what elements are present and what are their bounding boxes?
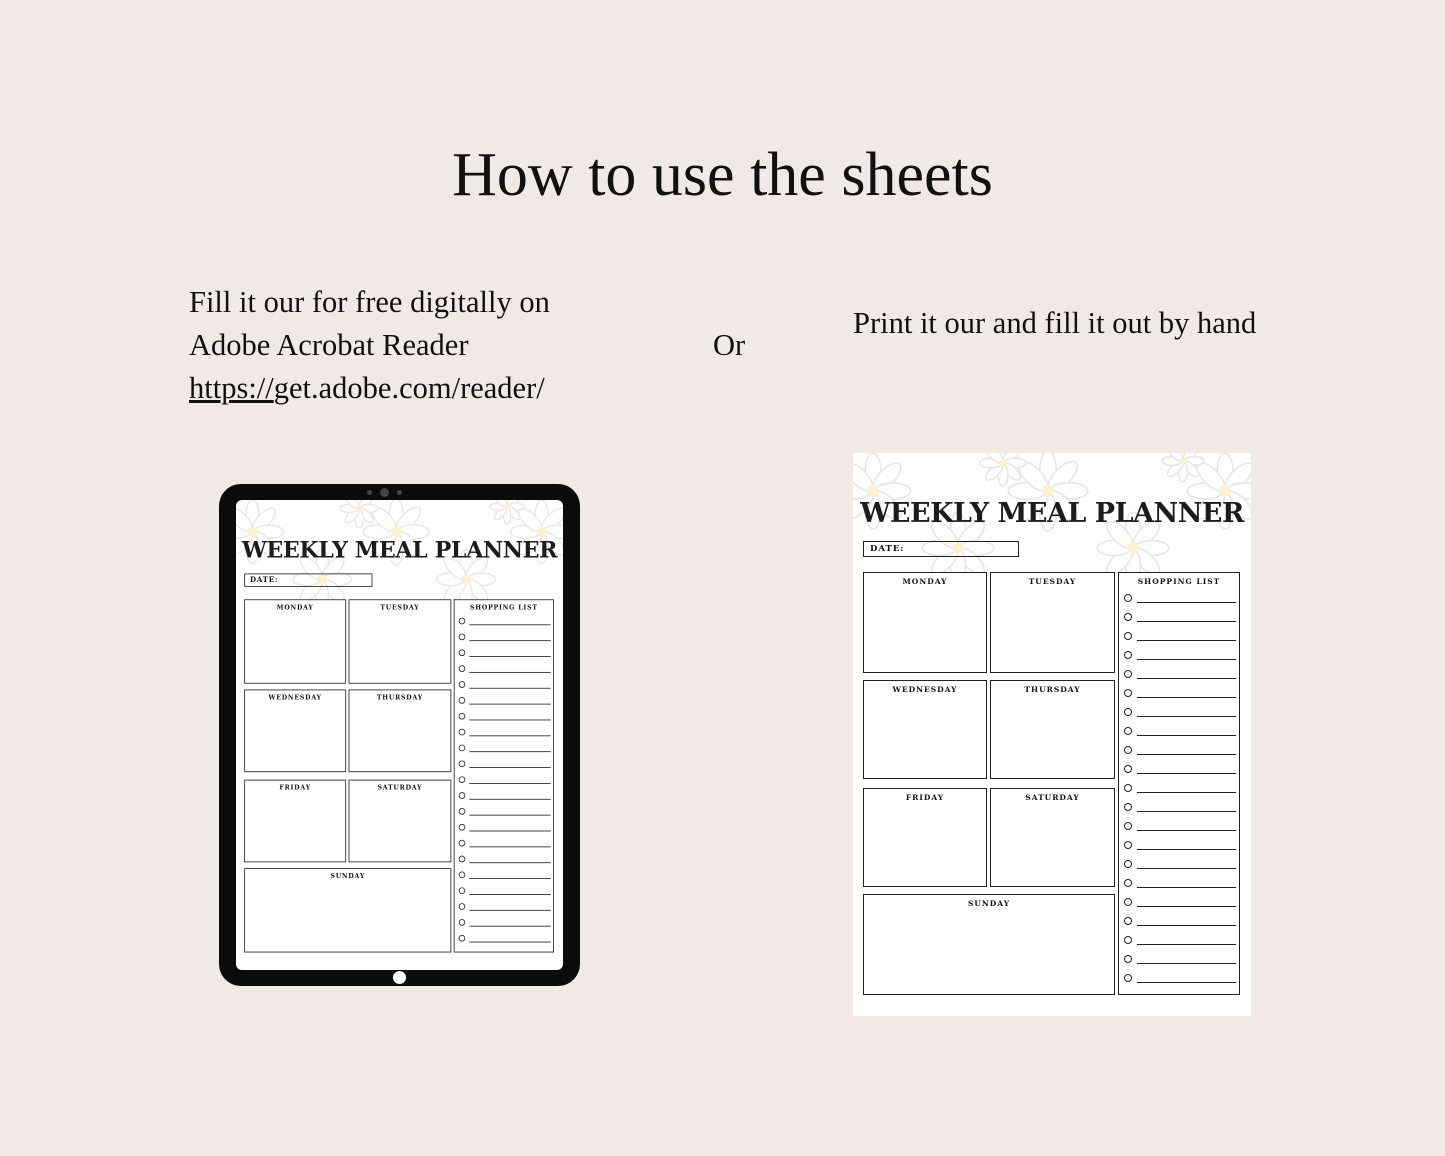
day-box-thursday[interactable] — [990, 680, 1115, 779]
checkbox-circle-icon[interactable] — [1124, 670, 1132, 678]
day-box-friday[interactable] — [244, 780, 346, 863]
day-label-wednesday: WEDNESDAY — [892, 685, 958, 694]
write-line[interactable] — [469, 767, 550, 768]
write-line[interactable] — [1137, 887, 1236, 888]
checkbox-circle-icon[interactable] — [1124, 822, 1132, 830]
write-line[interactable] — [469, 735, 550, 736]
or-separator: Or — [713, 328, 746, 362]
digital-line-1: Fill it our for free digitally on — [189, 285, 550, 319]
shopping-list — [454, 599, 554, 952]
date-field[interactable] — [244, 573, 372, 586]
checkbox-circle-icon[interactable] — [459, 903, 466, 910]
checkbox-circle-icon[interactable] — [459, 871, 466, 878]
day-box-sunday[interactable] — [244, 868, 451, 952]
write-line[interactable] — [1137, 868, 1236, 869]
shopping-list-item[interactable] — [1124, 762, 1236, 776]
shopping-list-item[interactable] — [459, 647, 551, 659]
checkbox-circle-icon[interactable] — [459, 824, 466, 831]
write-line[interactable] — [469, 704, 550, 705]
write-line[interactable] — [469, 656, 550, 657]
shopping-list-item[interactable] — [1124, 629, 1236, 643]
day-box-tuesday[interactable] — [349, 599, 452, 683]
page-title: How to use the sheets — [452, 141, 993, 209]
checkbox-circle-icon[interactable] — [459, 856, 466, 863]
day-box-thursday[interactable] — [349, 689, 452, 772]
shopping-list-item[interactable] — [1124, 591, 1236, 605]
shopping-list-item[interactable] — [1124, 705, 1236, 719]
write-line[interactable] — [1137, 925, 1236, 926]
write-line[interactable] — [469, 846, 550, 847]
write-line[interactable] — [1137, 754, 1236, 755]
write-line[interactable] — [469, 942, 550, 943]
write-line[interactable] — [469, 799, 550, 800]
shopping-list-item[interactable] — [1124, 610, 1236, 624]
write-line[interactable] — [469, 751, 550, 752]
write-line[interactable] — [1137, 982, 1236, 983]
shopping-list-item[interactable] — [1124, 971, 1236, 985]
day-label-tuesday: TUESDAY — [1028, 577, 1077, 586]
shopping-list-item[interactable] — [1124, 838, 1236, 852]
checkbox-circle-icon[interactable] — [1124, 689, 1132, 697]
shopping-list-item[interactable] — [1124, 648, 1236, 662]
write-line[interactable] — [469, 910, 550, 911]
checkbox-circle-icon[interactable] — [1124, 879, 1132, 887]
shopping-list-item[interactable] — [459, 806, 551, 818]
day-box-tuesday[interactable] — [990, 572, 1115, 673]
day-label-monday: MONDAY — [902, 577, 948, 586]
checkbox-circle-icon[interactable] — [459, 792, 466, 799]
sensor-icon — [367, 490, 372, 495]
shopping-list-item[interactable] — [1124, 857, 1236, 871]
shopping-list-item[interactable] — [1124, 724, 1236, 738]
write-line[interactable] — [469, 894, 550, 895]
checkbox-circle-icon[interactable] — [1124, 803, 1132, 811]
write-line[interactable] — [1137, 963, 1236, 964]
shopping-list-item[interactable] — [459, 790, 551, 802]
checkbox-circle-icon[interactable] — [459, 840, 466, 847]
write-line[interactable] — [1137, 621, 1236, 622]
shopping-list-item[interactable] — [459, 901, 551, 913]
shopping-list-item[interactable] — [459, 917, 551, 929]
write-line[interactable] — [1137, 697, 1236, 698]
checkbox-circle-icon[interactable] — [459, 919, 466, 926]
day-label-monday: MONDAY — [276, 603, 314, 612]
link-protocol[interactable]: https:// — [189, 371, 274, 405]
day-label-friday: FRIDAY — [905, 793, 945, 802]
checkbox-circle-icon[interactable] — [1124, 898, 1132, 906]
shopping-list-item[interactable] — [1124, 876, 1236, 890]
adobe-reader-link[interactable] — [189, 367, 649, 410]
write-line[interactable] — [1137, 849, 1236, 850]
shopping-list-item[interactable] — [459, 885, 551, 897]
digital-line-2: Adobe Acrobat Reader — [189, 328, 469, 362]
write-line[interactable] — [469, 862, 550, 863]
shopping-list-label: SHOPPING LIST — [1137, 577, 1221, 586]
sensor-icon — [397, 490, 402, 495]
day-label-sunday: SUNDAY — [967, 899, 1011, 908]
shopping-list-item[interactable] — [1124, 743, 1236, 757]
write-line[interactable] — [469, 815, 550, 816]
home-button[interactable] — [393, 971, 406, 984]
shopping-list — [1118, 572, 1240, 995]
day-label-friday: FRIDAY — [279, 783, 311, 792]
day-box-monday[interactable] — [244, 599, 346, 683]
write-line[interactable] — [469, 688, 550, 689]
checkbox-circle-icon[interactable] — [459, 697, 466, 704]
write-line[interactable] — [1137, 792, 1236, 793]
checkbox-circle-icon[interactable] — [1124, 727, 1132, 735]
shopping-list-item[interactable] — [1124, 952, 1236, 966]
date-label: DATE: — [249, 575, 279, 585]
day-box-friday[interactable] — [863, 788, 987, 887]
checkbox-circle-icon[interactable] — [459, 713, 466, 720]
checkbox-circle-icon[interactable] — [459, 808, 466, 815]
shopping-list-item[interactable] — [459, 758, 551, 770]
write-line[interactable] — [469, 926, 550, 927]
day-label-saturday: SATURDAY — [1025, 793, 1080, 802]
checkbox-circle-icon[interactable] — [459, 729, 466, 736]
checkbox-circle-icon[interactable] — [1124, 860, 1132, 868]
checkbox-circle-icon[interactable] — [1124, 651, 1132, 659]
shopping-list-item[interactable] — [459, 869, 551, 881]
shopping-list-item[interactable] — [459, 695, 551, 707]
write-line[interactable] — [1137, 811, 1236, 812]
write-line[interactable] — [469, 672, 550, 673]
checkbox-circle-icon[interactable] — [459, 760, 466, 767]
write-line[interactable] — [1137, 944, 1236, 945]
shopping-list-item[interactable] — [459, 837, 551, 849]
checkbox-circle-icon[interactable] — [1124, 594, 1132, 602]
write-line[interactable] — [1137, 773, 1236, 774]
checkbox-circle-icon[interactable] — [459, 776, 466, 783]
shopping-list-item[interactable] — [1124, 781, 1236, 795]
checkbox-circle-icon[interactable] — [1124, 613, 1132, 621]
day-box-monday[interactable] — [863, 572, 987, 673]
day-box-wednesday[interactable] — [244, 689, 346, 772]
shopping-list-item[interactable] — [1124, 819, 1236, 833]
print-instructions: Print it our and fill it out by hand — [853, 306, 1257, 340]
write-line[interactable] — [1137, 678, 1236, 679]
checkbox-circle-icon[interactable] — [1124, 841, 1132, 849]
checkbox-circle-icon[interactable] — [459, 681, 466, 688]
checkbox-circle-icon[interactable] — [1124, 974, 1132, 982]
shopping-list-item[interactable] — [1124, 914, 1236, 928]
camera-icon — [380, 488, 389, 497]
write-line[interactable] — [469, 783, 550, 784]
shopping-list-item[interactable] — [459, 742, 551, 754]
write-line[interactable] — [1137, 830, 1236, 831]
checkbox-circle-icon[interactable] — [1124, 936, 1132, 944]
date-field[interactable] — [863, 541, 1019, 557]
checkbox-circle-icon[interactable] — [459, 665, 466, 672]
day-box-saturday[interactable] — [990, 788, 1115, 887]
shopping-list-item[interactable] — [1124, 895, 1236, 909]
planner-sheet — [236, 500, 563, 970]
write-line[interactable] — [469, 624, 550, 625]
write-line[interactable] — [469, 720, 550, 721]
checkbox-circle-icon[interactable] — [1124, 917, 1132, 925]
date-label: DATE: — [870, 544, 905, 554]
day-label-saturday: SATURDAY — [377, 783, 423, 792]
checkbox-circle-icon[interactable] — [459, 618, 466, 625]
write-line[interactable] — [1137, 659, 1236, 660]
checkbox-circle-icon[interactable] — [1124, 765, 1132, 773]
shopping-list-item[interactable] — [459, 821, 551, 833]
shopping-list-item[interactable] — [459, 631, 551, 643]
checkbox-circle-icon[interactable] — [459, 745, 466, 752]
printed-sheet — [853, 453, 1251, 1016]
day-box-wednesday[interactable] — [863, 680, 987, 779]
day-label-thursday: THURSDAY — [376, 693, 424, 702]
write-line[interactable] — [1137, 735, 1236, 736]
checkbox-circle-icon[interactable] — [1124, 955, 1132, 963]
tablet-screen — [236, 500, 563, 970]
shopping-list-item[interactable] — [1124, 667, 1236, 681]
shopping-list-item[interactable] — [459, 932, 551, 944]
write-line[interactable] — [1137, 716, 1236, 717]
shopping-list-item[interactable] — [1124, 686, 1236, 700]
planner-sheet — [853, 453, 1251, 1016]
write-line[interactable] — [469, 878, 550, 879]
day-label-tuesday: TUESDAY — [380, 603, 420, 612]
shopping-list-item[interactable] — [1124, 800, 1236, 814]
planner-title: WEEKLY MEAL PLANNER — [860, 498, 1244, 529]
shopping-list-label: SHOPPING LIST — [469, 603, 538, 612]
day-label-sunday: SUNDAY — [330, 872, 366, 880]
checkbox-circle-icon[interactable] — [459, 634, 466, 641]
link-domain[interactable]: get.adobe.com/reader/ — [273, 371, 545, 405]
checkbox-circle-icon[interactable] — [1124, 784, 1132, 792]
shopping-list-item[interactable] — [459, 853, 551, 865]
checkbox-circle-icon[interactable] — [459, 935, 466, 942]
checkbox-circle-icon[interactable] — [1124, 708, 1132, 716]
write-line[interactable] — [1137, 602, 1236, 603]
shopping-list-item[interactable] — [459, 710, 551, 722]
checkbox-circle-icon[interactable] — [1124, 632, 1132, 640]
write-line[interactable] — [1137, 906, 1236, 907]
write-line[interactable] — [1137, 640, 1236, 641]
shopping-list-item[interactable] — [459, 615, 551, 627]
day-label-wednesday: WEDNESDAY — [268, 693, 322, 702]
shopping-list-item[interactable] — [459, 663, 551, 675]
write-line[interactable] — [469, 640, 550, 641]
digital-instructions — [189, 281, 649, 410]
checkbox-circle-icon[interactable] — [459, 649, 466, 656]
shopping-list-item[interactable] — [1124, 933, 1236, 947]
day-box-sunday[interactable] — [863, 894, 1115, 995]
shopping-list-item[interactable] — [459, 679, 551, 691]
day-label-thursday: THURSDAY — [1024, 685, 1081, 694]
day-box-saturday[interactable] — [349, 780, 452, 863]
checkbox-circle-icon[interactable] — [459, 887, 466, 894]
shopping-list-item[interactable] — [459, 726, 551, 738]
write-line[interactable] — [469, 831, 550, 832]
checkbox-circle-icon[interactable] — [1124, 746, 1132, 754]
shopping-list-item[interactable] — [459, 774, 551, 786]
planner-title: WEEKLY MEAL PLANNER — [241, 537, 558, 564]
